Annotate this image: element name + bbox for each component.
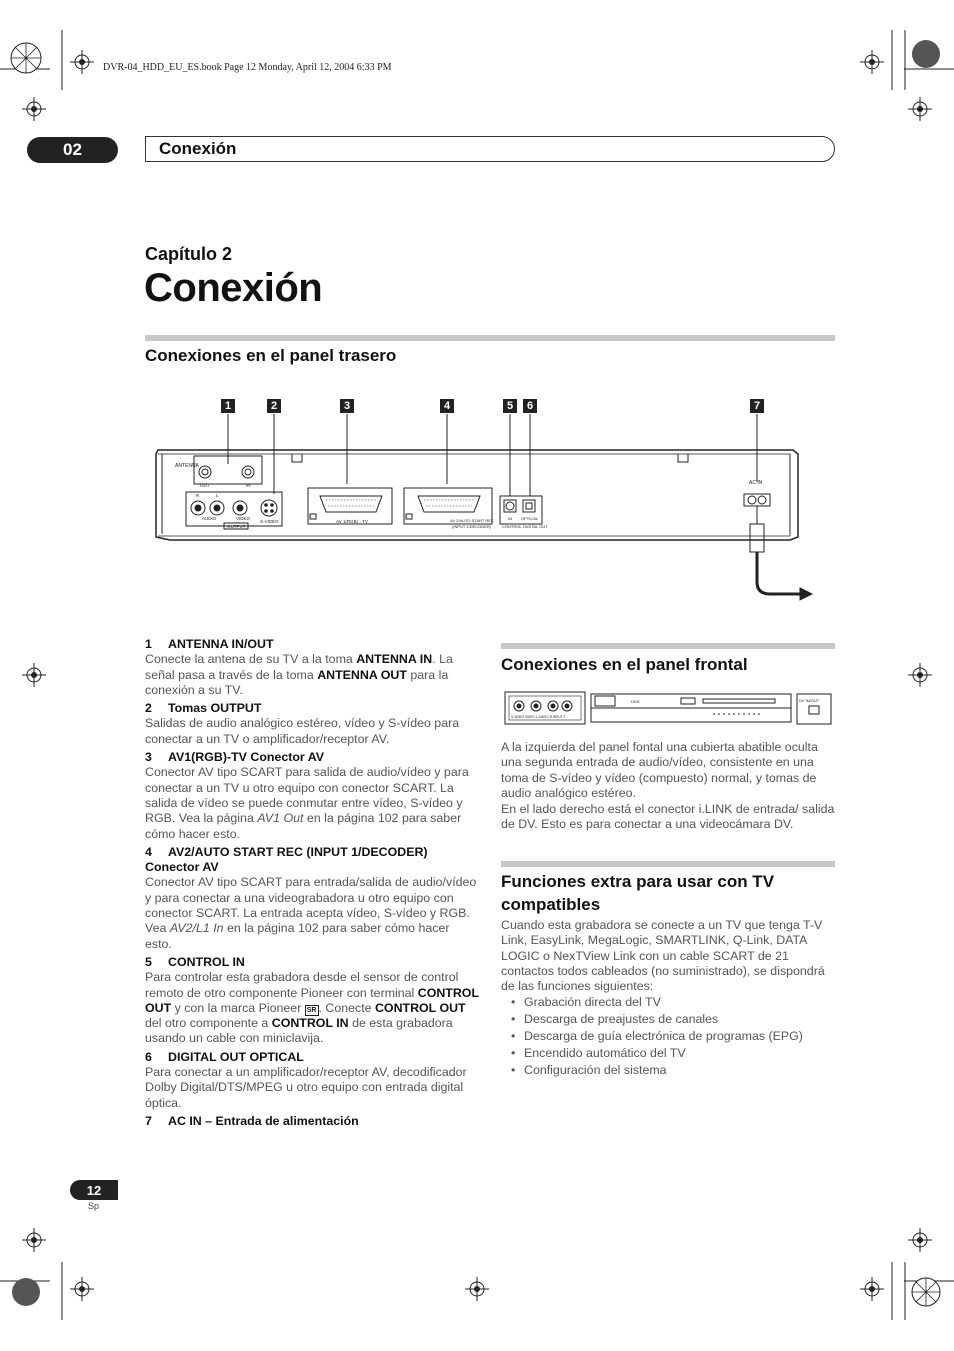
svg-text:DV IN/OUT: DV IN/OUT bbox=[799, 698, 820, 703]
list-item: • Descarga de guía electrónica de programas (EPG) bbox=[501, 1028, 835, 1045]
rear-panel-heading: Conexiones en el panel trasero bbox=[145, 346, 397, 365]
callout-4: 4 bbox=[440, 399, 454, 413]
section-divider bbox=[501, 861, 835, 867]
svg-text:AV 1(RGB) - TV: AV 1(RGB) - TV bbox=[336, 519, 368, 524]
section-divider bbox=[501, 643, 835, 649]
chapter-title: Conexión bbox=[144, 266, 323, 310]
item-7-heading: 7 AC IN – Entrada de alimentación bbox=[145, 1113, 359, 1128]
svg-text:AC IN: AC IN bbox=[749, 480, 763, 486]
extra-functions-heading: Funciones extra para usar con TV compatibles bbox=[501, 872, 775, 914]
item-2-heading: 2 Tomas OUTPUT bbox=[145, 701, 262, 716]
rear-panel-illustration bbox=[150, 412, 840, 607]
list-item: • Grabación directa del TV bbox=[501, 994, 835, 1011]
svg-text:OPTICAL: OPTICAL bbox=[521, 516, 539, 521]
callout-7: 7 bbox=[750, 399, 764, 413]
page-language: Sp bbox=[88, 1201, 100, 1211]
item-1-heading: 1 ANTENNA IN/OUT bbox=[145, 637, 274, 651]
item-4-heading: 4 AV2/AUTO START REC (INPUT 1/DECODER) Conector AV bbox=[145, 844, 428, 875]
list-item: • Descarga de preajustes de canales bbox=[501, 1011, 835, 1028]
rear-items-list bbox=[145, 637, 479, 1129]
item-3-heading: 3 AV1(RGB)-TV Conector AV bbox=[145, 750, 325, 765]
svg-text:AV 2/AUTO START REC: AV 2/AUTO START REC bbox=[450, 518, 494, 523]
front-panel-heading: Conexiones en el panel frontal bbox=[501, 655, 748, 674]
item-4-body: Conector AV tipo SCART para entrada/salida de audio/vídeo y para conectar a una videograbadora u otro equipo con conector SCART. La entrada acepta vídeo, S-vídeo y RGB. Vea AV2/L1 In en la página 102 para saber cómo hacer esto. bbox=[145, 875, 477, 951]
front-panel-illustration bbox=[503, 690, 833, 728]
svg-text:AUDIO: AUDIO bbox=[202, 516, 217, 521]
callout-2: 2 bbox=[267, 399, 281, 413]
svg-text:HDD: HDD bbox=[631, 699, 640, 704]
section-divider bbox=[145, 335, 835, 341]
svg-text:VIDEO: VIDEO bbox=[236, 516, 251, 521]
svg-text:(INPUT 1/DECODER): (INPUT 1/DECODER) bbox=[452, 524, 492, 529]
item-6-body: Para conectar a un amplificador/receptor AV, decodificador Dolby Digital/DTS/MPEG u otro equipo con entrada digital óptica. bbox=[145, 1065, 467, 1110]
front-paragraph-1: A la izquierda del panel fontal una cubierta abatible oculta una segunda entrada de audio/vídeo, consistente en una toma de S-vídeo y vídeo (compuesto) normal, y tomas de audio analógico estéreo. bbox=[501, 740, 818, 800]
svg-text:IN: IN bbox=[246, 483, 251, 488]
svg-text:OUT: OUT bbox=[200, 483, 210, 488]
page-number: 12 bbox=[70, 1180, 118, 1200]
callout-5: 5 bbox=[503, 399, 517, 413]
front-paragraph-2: En el lado derecho está el conector i.LINK de entrada/ salida de DV. Esto es para conectar a una videocámara DV. bbox=[501, 802, 835, 832]
print-header: DVR-04_HDD_EU_ES.book Page 12 Monday, April 12, 2004 6:33 PM bbox=[103, 62, 392, 73]
svg-text:IN: IN bbox=[508, 516, 512, 521]
callout-3: 3 bbox=[340, 399, 354, 413]
extra-functions-list bbox=[501, 994, 835, 1079]
item-5-body: Para controlar esta grabadora desde el sensor de control remoto de otro componente Pioneer con terminal CONTROL OUT y con la marca Pioneer SR . Conecte CONTROL OUT del otro componente a CONTROL IN de esta grabadora usando un cable con miniclavija. bbox=[145, 970, 479, 1046]
callout-1: 1 bbox=[221, 399, 235, 413]
list-item: • Encendido automático del TV bbox=[501, 1045, 835, 1062]
list-item: • Configuración del sistema bbox=[501, 1062, 835, 1079]
label-antenna: ANTENNA bbox=[175, 463, 199, 469]
item-1-body: Conecte la antena de su TV a la toma ANTENNA IN. La señal pasa a través de la toma ANTENNA OUT para la conexión a su TV. bbox=[145, 652, 453, 697]
svg-text:L: L bbox=[216, 493, 219, 498]
chapter-number-badge: 02 bbox=[27, 137, 118, 163]
corner-target-top-left bbox=[11, 43, 41, 73]
chapter-bar-title: Conexión bbox=[159, 139, 237, 158]
pioneer-sr-logo: SR bbox=[306, 1006, 317, 1014]
svg-text:S-VIDEO VIDEO L-AUDIO-R INP: S-VIDEO VIDEO L-AUDIO-R INPUT 2 bbox=[511, 715, 566, 719]
item-3-body: Conector AV tipo SCART para salida de audio/vídeo y para conectar a un TV u otro equipo con conector SCART. La salida de vídeo se puede conmutar entre vídeo, S-vídeo y RGB. Vea la página AV1 Out en la página 102 para saber cómo hacer esto. bbox=[145, 765, 469, 841]
svg-text:DVD: DVD bbox=[683, 699, 692, 704]
svg-text:R: R bbox=[196, 493, 200, 498]
item-2-body: Salidas de audio analógico estéreo, vídeo y S-vídeo para conectar a un TV o amplificador/receptor AV. bbox=[145, 716, 460, 746]
item-5-heading: 5 CONTROL IN bbox=[145, 954, 245, 969]
chapter-title-bar bbox=[145, 136, 835, 162]
svg-text:OUTPUT: OUTPUT bbox=[227, 524, 246, 529]
item-6-heading: 6 DIGITAL OUT OPTICAL bbox=[145, 1049, 304, 1064]
svg-text:CONTROL: CONTROL bbox=[502, 524, 522, 529]
svg-text:DIGITAL OUT: DIGITAL OUT bbox=[523, 524, 548, 529]
svg-text:S-VIDEO: S-VIDEO bbox=[260, 519, 279, 524]
callout-6: 6 bbox=[523, 399, 537, 413]
extra-functions-paragraph: Cuando esta grabadora se conecte a un TV que tenga T-V Link, EasyLink, MegaLogic, SMARTLINK, Q-Link, DATA LOGIC o NexTView Link con un cable SCART de 21 contactos todos cableados (no suministrado), se dispondrá de las funciones siguientes: bbox=[501, 918, 825, 994]
chapter-label: Capítulo 2 bbox=[145, 244, 233, 264]
